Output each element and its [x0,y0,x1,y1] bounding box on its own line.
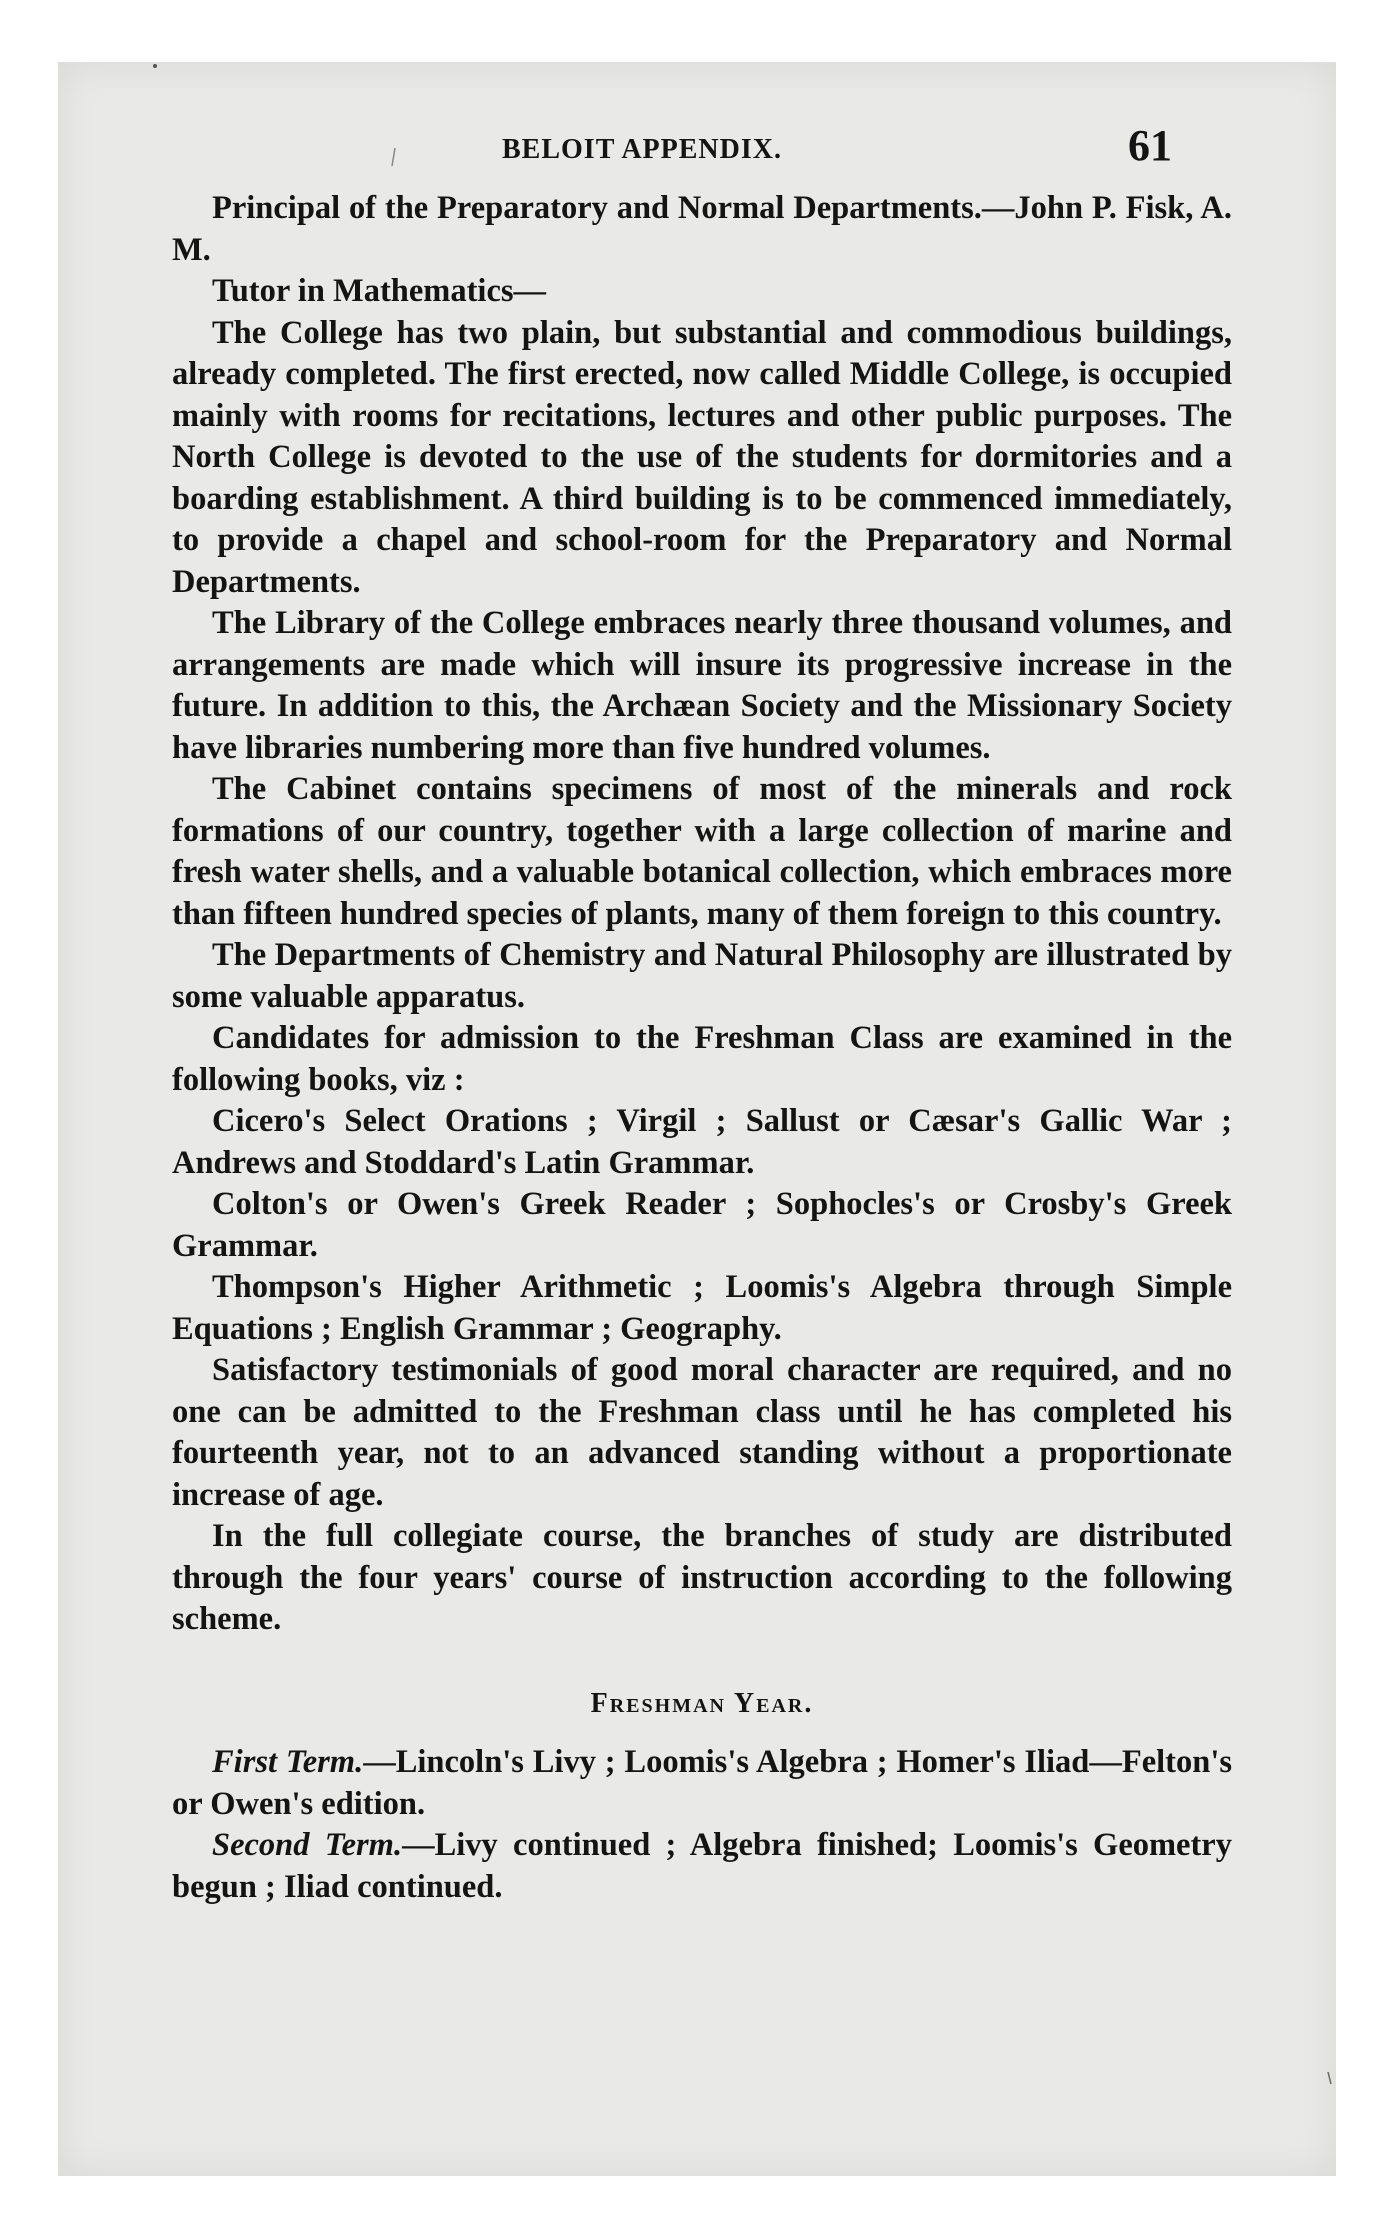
paragraph: The Cabinet contains specimens of most of the minerals and rock formations of our country, together with a large collection of marine and fresh water shells, and a valuable botanical collection, which embraces more than fifteen hundred species of plants, many of them foreign to this country. [172,771,1232,932]
paragraph: The Library of the College embraces nearly three thousand volumes, and arrangements are made which will insure its progressive increase in the future. In addition to this, the Archæan Society and the Missionary Society have libraries numbering more than five hundred volumes. [172,605,1232,766]
paragraph: Satisfactory testimonials of good moral character are required, and no one can be admitted to the Freshman class until he has completed his fourteenth year, not to an advanced standing without a proportionate increase of age. [172,1352,1232,1513]
term-text: —Livy continued ; Algebra finished; Loomis's Geometry begun ; Iliad continued. [172,1827,1232,1905]
term-label: First Term. [212,1744,364,1780]
term-text: —Lincoln's Livy ; Loomis's Algebra ; Homer's Iliad—Felton's or Owen's edition. [172,1744,1232,1822]
body-text [172,188,1232,1908]
section-title: Freshman Year. [590,1687,814,1719]
paragraph: Tutor in Mathematics— [212,273,547,309]
page-number: 61 [1128,121,1172,170]
term-label: Second Term. [212,1827,403,1863]
page-header [112,114,1172,174]
paragraph: Cicero's Select Orations ; Virgil ; Sallust or Cæsar's Gallic War ; Andrews and Stoddard's Latin Grammar. [172,1103,1232,1181]
book-page [112,114,1232,1908]
paragraph: In the full collegiate course, the branches of study are distributed through the four years' course of instruction according to the following scheme. [172,1518,1232,1637]
paragraph: The Departments of Chemistry and Natural Philosophy are illustrated by some valuable apparatus. [172,937,1232,1015]
paragraph: Colton's or Owen's Greek Reader ; Sophocles's or Crosby's Greek Grammar. [172,1186,1232,1264]
term-entry [172,1742,1232,1825]
paragraph: Principal of the Preparatory and Normal Departments.—John P. Fisk, A. M. [172,190,1232,268]
paragraph: Candidates for admission to the Freshman Class are examined in the following books, viz : [172,1020,1232,1098]
term-entry [172,1825,1232,1908]
paragraph: The College has two plain, but substantial and commodious buildings, already completed. The first erected, now called Middle College, is occupied mainly with rooms for recitations, lectures and other public purposes. The North College is devoted to the use of the students for dormitories and a boarding establishment. A third building is to be commenced immediately, to provide a chapel and school-room for the Preparatory and Normal Departments. [172,314,1232,600]
running-title: BELOIT APPENDIX. [502,134,782,165]
paragraph: Thompson's Higher Arithmetic ; Loomis's Algebra through Simple Equations ; English Grammar ; Geography. [172,1269,1232,1347]
